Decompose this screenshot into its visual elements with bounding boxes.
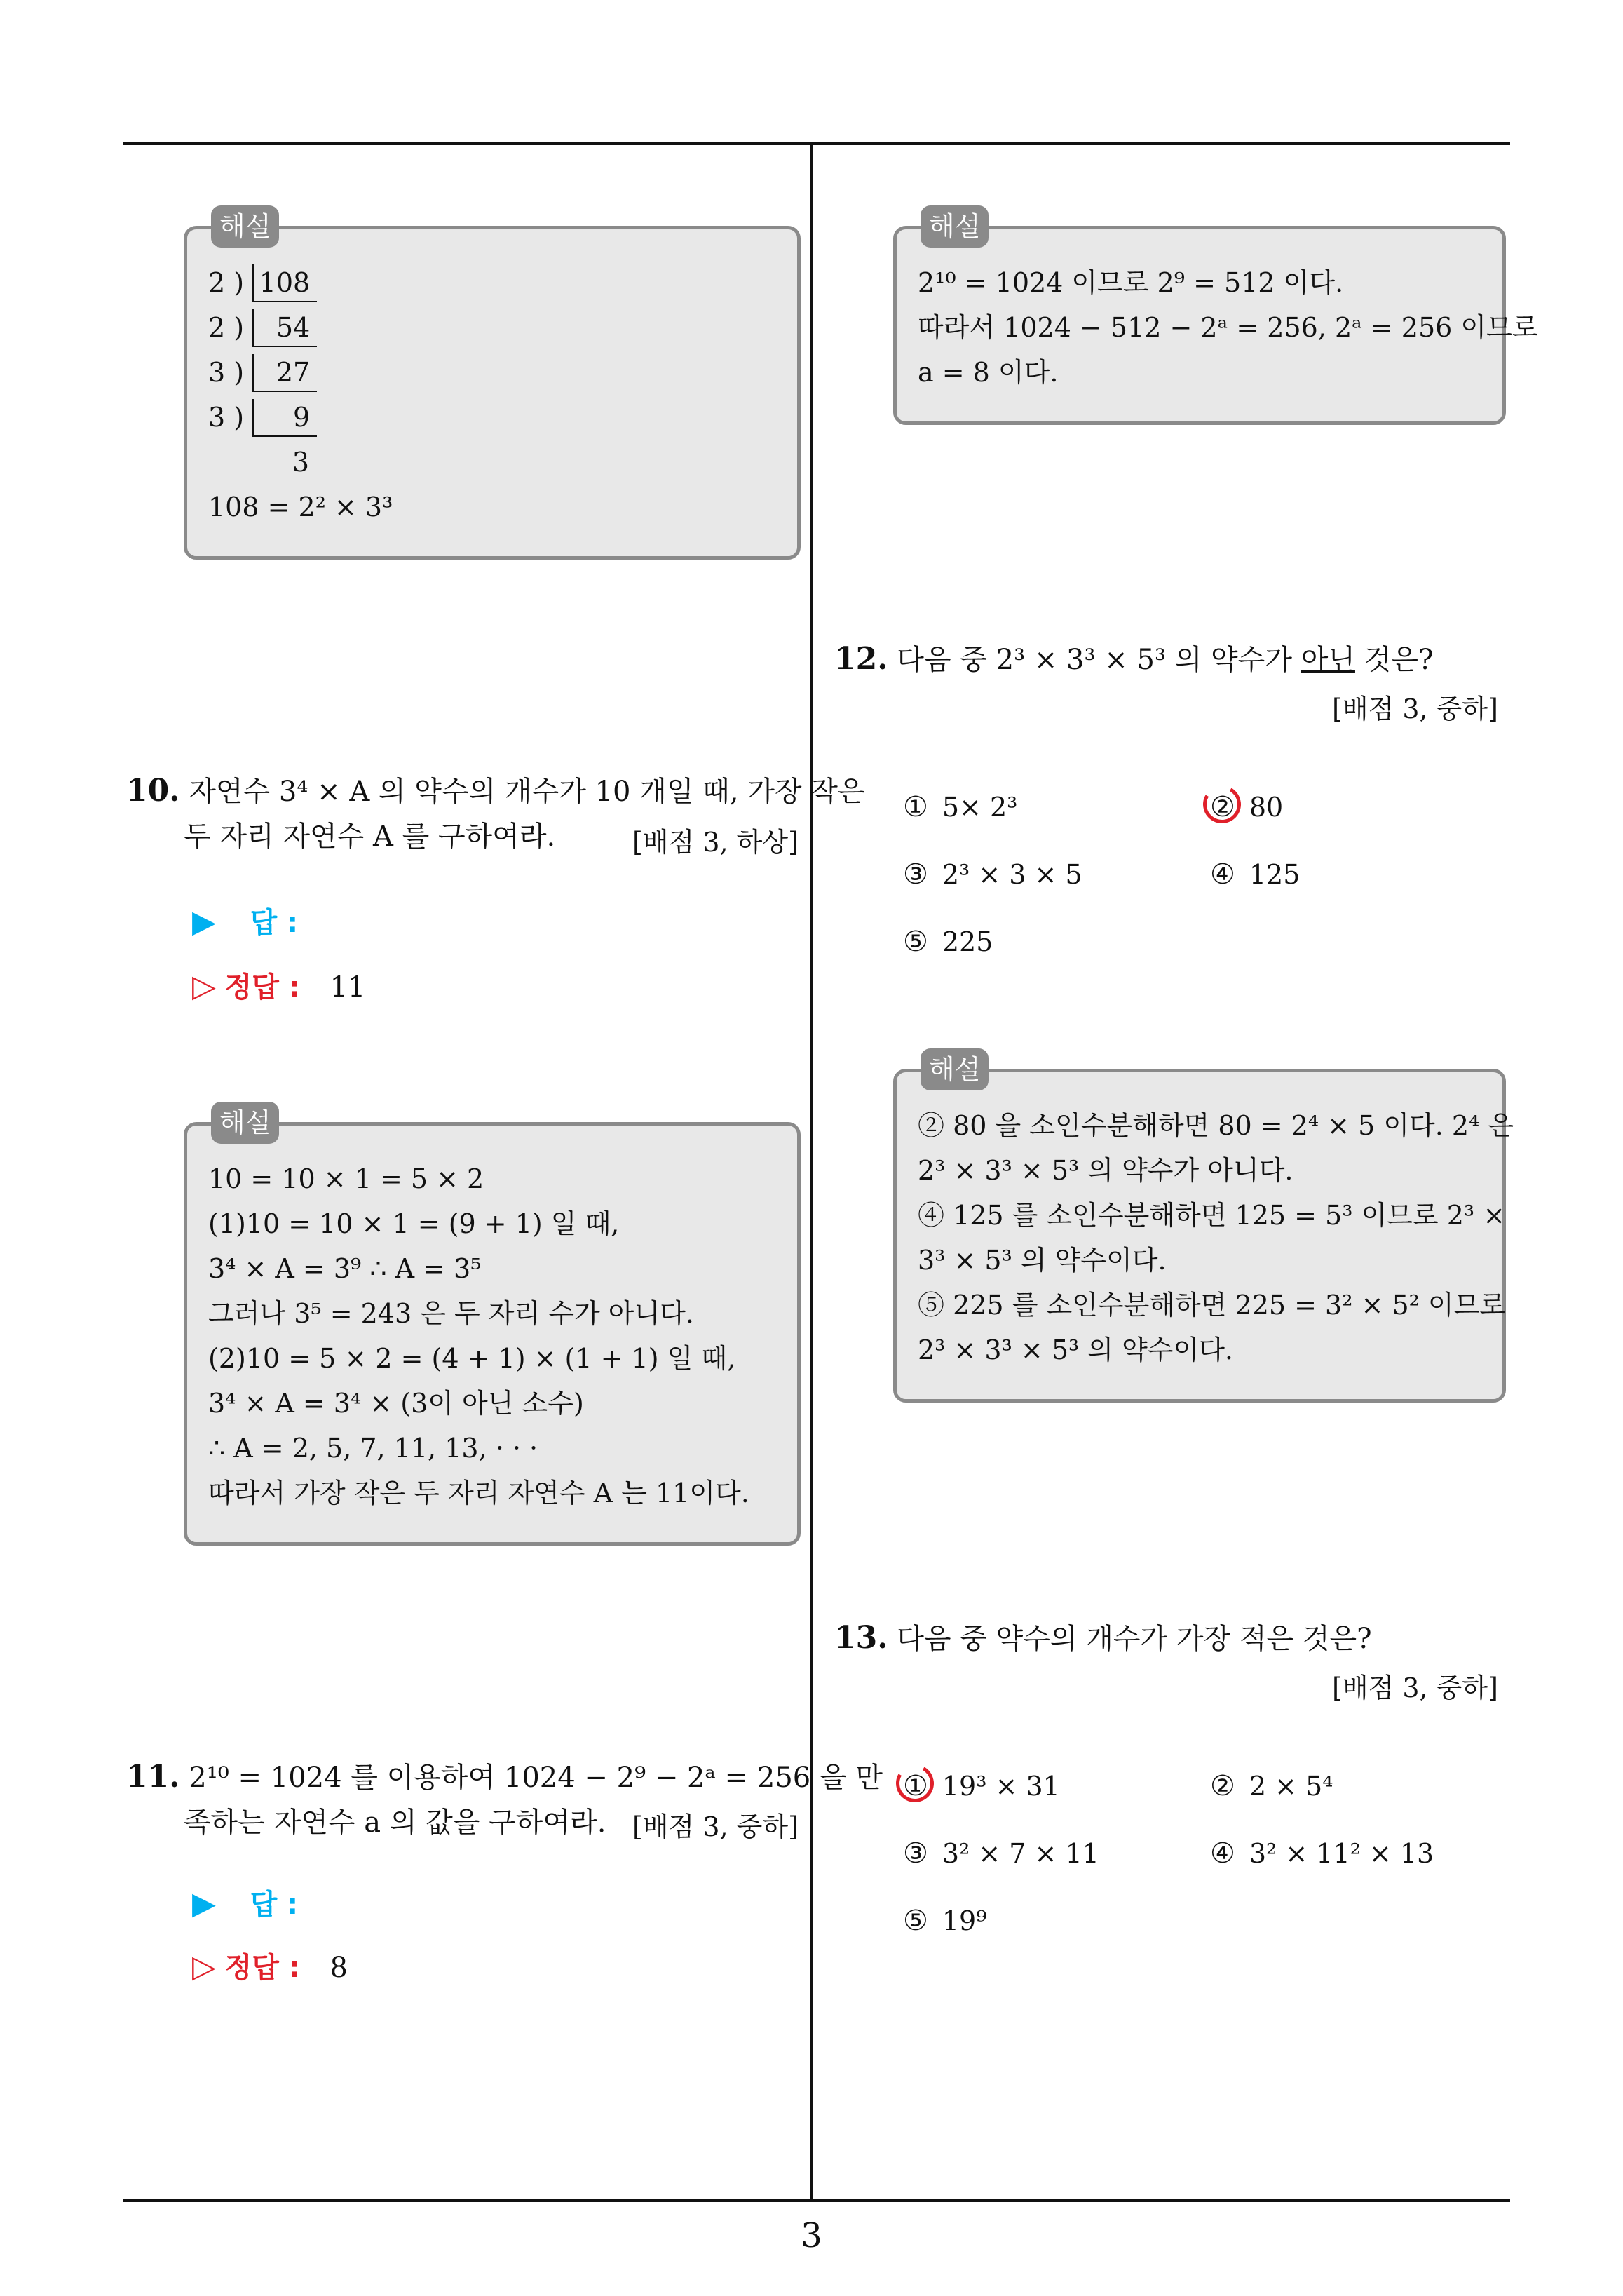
correct-answer-label: 정답 : [224, 971, 300, 1004]
explanation-box-q10 [184, 1107, 801, 1546]
explanation-line: 2³ × 3³ × 5³ 의 약수이다. [918, 1335, 1234, 1365]
explanation-tag: 해설 [921, 205, 989, 248]
explanation-tag: 해설 [921, 1048, 989, 1090]
answer-label: 답 : [250, 1889, 299, 1921]
explanation-line: ∴ A = 2, 5, 7, 11, 13, · · · [208, 1433, 538, 1464]
correct-answer-value: 8 [330, 1952, 348, 1984]
score-label: [배점 3, 중하] [1332, 1673, 1498, 1703]
explanation-line: ⑤ 225 를 소인수분해하면 225 = 3² × 5² 이므로 [918, 1290, 1506, 1321]
filled-triangle-icon: ▶ [192, 1886, 216, 1922]
question-text: 다음 중 약수의 개수가 가장 적은 것은? [897, 1623, 1372, 1655]
choice-1[interactable]: ① 5× 2³ [903, 791, 1018, 823]
bottom-rule [123, 2199, 1510, 2202]
question-number: 11. [126, 1759, 180, 1795]
explanation-tag: 해설 [211, 205, 279, 248]
question-number: 12. [834, 641, 888, 677]
answer-label: 답 : [250, 907, 299, 939]
correct-answer-row [192, 1945, 348, 1985]
question-text: 두 자리 자연수 A 를 구하여라. [184, 821, 556, 853]
correct-answer-row [192, 965, 365, 1005]
top-rule [123, 142, 1510, 145]
question-text: 다음 중 2³ × 3³ × 5³ 의 약수가 [897, 644, 1301, 676]
choice-2[interactable]: ② 80 [1210, 791, 1284, 823]
choice-1[interactable]: ① 19³ × 31 [903, 1770, 1060, 1802]
question-text: 자연수 3⁴ × A 의 약수의 개수가 10 개일 때, 가장 작은 [189, 776, 865, 808]
explanation-line: 10 = 10 × 1 = 5 × 2 [208, 1163, 484, 1194]
question-text: 것은? [1354, 644, 1434, 676]
division-remainder: 3 [292, 447, 309, 478]
score-label: [배점 3, 중하] [632, 1811, 799, 1842]
choice-5[interactable]: ⑤ 19⁹ [903, 1905, 987, 1937]
choice-4[interactable]: ④ 125 [1210, 858, 1301, 891]
question-emphasis: 아닌 [1301, 644, 1355, 676]
explanation-line: (2)10 = 5 × 2 = (4 + 1) × (1 + 1) 일 때, [208, 1343, 736, 1374]
division-row: 2 ) 108 [208, 260, 777, 305]
prime-factorization-division [208, 260, 777, 485]
division-row: 2 ) 54 [208, 305, 777, 350]
explanation-line: 3⁴ × A = 3⁹ ∴ A = 3⁵ [208, 1253, 482, 1284]
question-13 [834, 1616, 1500, 1661]
score-label: [배점 3, 하상] [632, 827, 799, 858]
answer-input-row[interactable] [192, 1882, 298, 1922]
question-number: 13. [834, 1620, 888, 1656]
explanation-line: ② 80 을 소인수분해하면 80 = 2⁴ × 5 이다. 2⁴ 은 [918, 1110, 1514, 1141]
column-divider [810, 142, 813, 2201]
choice-3[interactable]: ③ 3² × 7 × 11 [903, 1837, 1099, 1870]
answer-input-row[interactable] [192, 900, 298, 940]
choice-3[interactable]: ③ 2³ × 3 × 5 [903, 858, 1082, 891]
question-text: 족하는 자연수 a 의 값을 구하여라. [184, 1807, 606, 1839]
explanation-box-q11 [893, 211, 1538, 425]
outline-triangle-icon: ▷ [192, 1949, 216, 1985]
explanation-line: 따라서 1024 − 512 − 2ᵃ = 256, 2ᵃ = 256 이므로 [918, 312, 1538, 343]
explanation-line: (1)10 = 10 × 1 = (9 + 1) 일 때, [208, 1208, 620, 1239]
question-text: 2¹⁰ = 1024 를 이용하여 1024 − 2⁹ − 2ᵃ = 256 을 만 [189, 1762, 883, 1794]
explanation-line: 따라서 가장 작은 두 자리 자연수 A 는 11이다. [208, 1478, 749, 1508]
explanation-line: 2³ × 3³ × 5³ 의 약수가 아니다. [918, 1155, 1293, 1186]
choice-2[interactable]: ② 2 × 5⁴ [1210, 1770, 1333, 1802]
choice-5[interactable]: ⑤ 225 [903, 926, 993, 958]
explanation-box-q9 [184, 211, 801, 560]
explanation-line: 2¹⁰ = 1024 이므로 2⁹ = 512 이다. [918, 267, 1344, 298]
outline-triangle-icon: ▷ [192, 968, 216, 1004]
score-label: [배점 3, 중하] [1332, 694, 1498, 724]
explanation-tag: 해설 [211, 1102, 279, 1144]
division-row: 3 ) 27 [208, 350, 777, 395]
filled-triangle-icon: ▶ [192, 904, 216, 940]
question-number: 10. [126, 773, 180, 809]
page-number: 3 [801, 2216, 822, 2255]
division-row: 3 ) 9 [208, 395, 777, 440]
explanation-box-q12 [893, 1054, 1514, 1403]
correct-answer-value: 11 [330, 971, 366, 1004]
choice-4[interactable]: ④ 3² × 11² × 13 [1210, 1837, 1434, 1870]
correct-answer-label: 정답 : [224, 1952, 300, 1984]
explanation-line: 3³ × 5³ 의 약수이다. [918, 1245, 1167, 1276]
explanation-line: 그러나 3⁵ = 243 은 두 자리 수가 아니다. [208, 1298, 694, 1329]
question-12 [834, 637, 1500, 682]
factorization-result: 108 = 2² × 3³ [208, 492, 393, 522]
explanation-line: ④ 125 를 소인수분해하면 125 = 5³ 이므로 2³ × [918, 1200, 1506, 1231]
explanation-line: 3⁴ × A = 3⁴ × (3이 아닌 소수) [208, 1388, 584, 1419]
explanation-line: a = 8 이다. [918, 357, 1059, 388]
